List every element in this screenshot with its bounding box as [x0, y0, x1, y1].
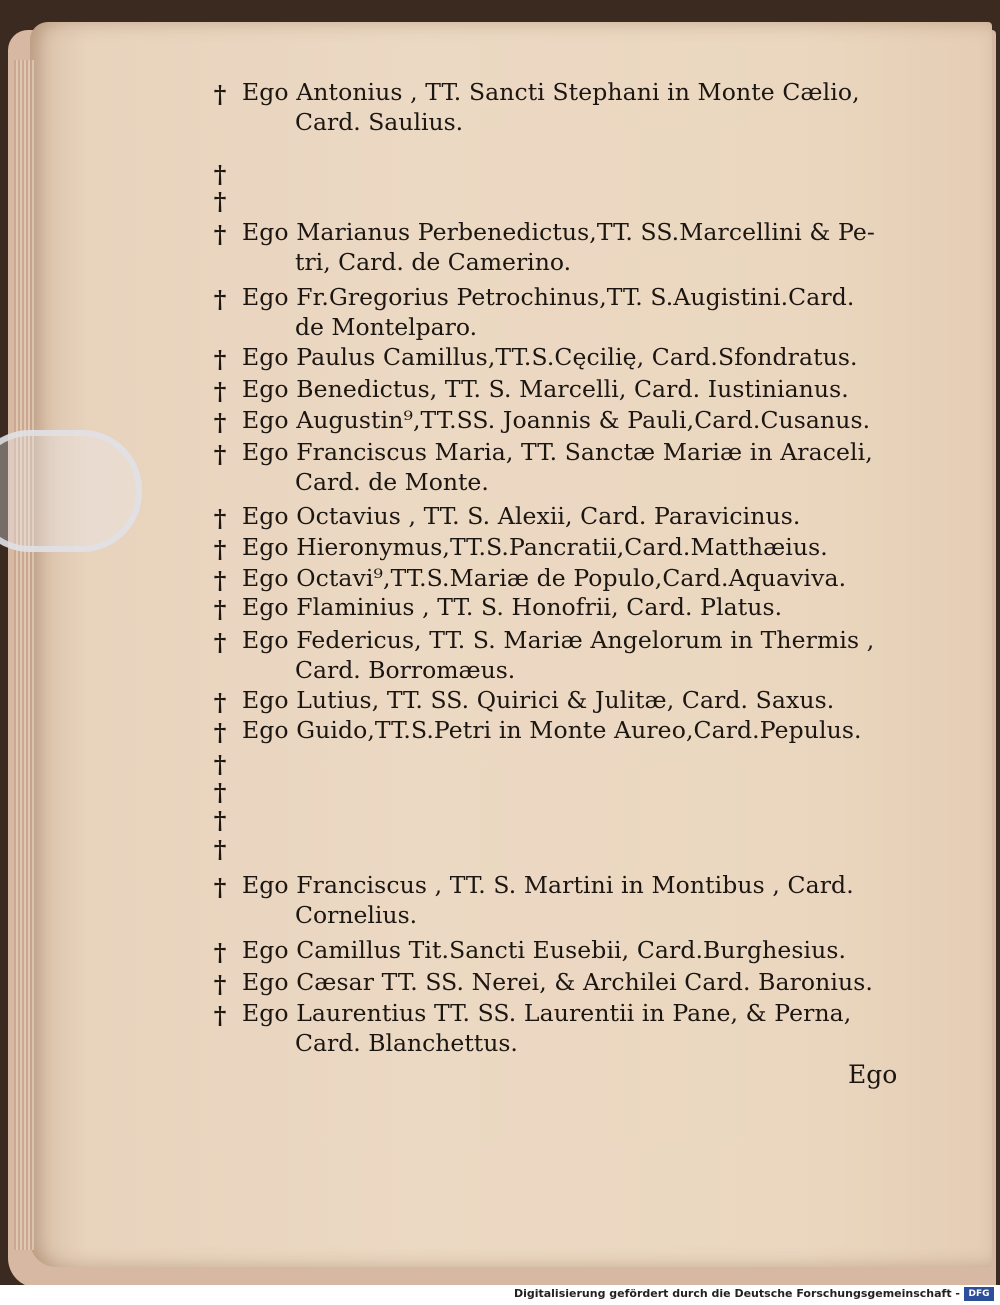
dagger-icon: † — [213, 377, 227, 406]
dagger-icon: † — [213, 688, 227, 717]
signature-line: Ego Benedictus, TT. S. Marcelli, Card. Iustinianus. — [242, 375, 849, 403]
footer-bar — [0, 1285, 1000, 1305]
signature-line: Ego Augustin⁹,TT.SS. Joannis & Pauli,Card.Cusanus. — [242, 406, 871, 434]
dagger-icon: † — [213, 535, 227, 564]
signature-continuation: Card. Blanchettus. — [295, 1029, 518, 1057]
signature-line: Ego Octavi⁹,TT.S.Mariæ de Populo,Card.Aquaviva. — [242, 564, 847, 592]
dagger-icon: † — [213, 806, 227, 835]
signature-line: Ego Antonius , TT. Sancti Stephani in Monte Cælio, — [242, 78, 860, 106]
dagger-icon: † — [213, 628, 227, 657]
funding-notice: Digitalisierung gefördert durch die Deutsche Forschungsgemeinschaft - — [513, 1287, 960, 1300]
dagger-icon: † — [213, 835, 227, 864]
dagger-icon: † — [213, 566, 227, 595]
signature-line: Ego Paulus Camillus,TT.S.Cęcilię, Card.Sfondratus. — [242, 343, 858, 371]
dagger-icon: † — [213, 440, 227, 469]
signature-line: Ego Octavius , TT. S. Alexii, Card. Paravicinus. — [242, 502, 801, 530]
dagger-icon: † — [213, 187, 227, 216]
signature-line: Ego Fr.Gregorius Petrochinus,TT. S.Augistini.Card. — [242, 283, 855, 311]
signature-line: Ego Franciscus Maria, TT. Sanctæ Mariæ in Araceli, — [242, 438, 873, 466]
page-clip — [0, 430, 142, 552]
dagger-icon: † — [213, 938, 227, 967]
dagger-icon: † — [213, 80, 227, 109]
signature-line: Ego Marianus Perbenedictus,TT. SS.Marcellini & Pe- — [242, 218, 875, 246]
signature-continuation: Card. Borromæus. — [295, 656, 516, 684]
dagger-icon: † — [213, 285, 227, 314]
signature-continuation: Card. de Monte. — [295, 468, 489, 496]
signature-line: Ego Laurentius TT. SS. Laurentii in Pane, & Perna, — [242, 999, 852, 1027]
signature-line: Ego Franciscus , TT. S. Martini in Montibus , Card. — [242, 871, 854, 899]
signature-line: Ego Cæsar TT. SS. Nerei, & Archilei Card. Baronius. — [242, 968, 873, 996]
signature-line: Ego Guido,TT.S.Petri in Monte Aureo,Card.Pepulus. — [242, 716, 862, 744]
dagger-icon: † — [213, 345, 227, 374]
dagger-icon: † — [213, 408, 227, 437]
signature-continuation: tri, Card. de Camerino. — [295, 248, 572, 276]
signature-continuation: Cornelius. — [295, 901, 418, 929]
signature-continuation: de Montelparo. — [295, 313, 478, 341]
dagger-icon: † — [213, 220, 227, 249]
dagger-icon: † — [213, 160, 227, 189]
dfg-logo-icon: DFG — [964, 1287, 994, 1301]
dagger-icon: † — [213, 750, 227, 779]
signature-line: Ego Lutius, TT. SS. Quirici & Julitæ, Card. Saxus. — [242, 686, 835, 714]
dagger-icon: † — [213, 718, 227, 747]
signature-line: Ego Federicus, TT. S. Mariæ Angelorum in Thermis , — [242, 626, 875, 654]
catchword: Ego — [848, 1060, 898, 1089]
dagger-icon: † — [213, 873, 227, 902]
dagger-icon: † — [213, 970, 227, 999]
dagger-icon: † — [213, 1001, 227, 1030]
dagger-icon: † — [213, 504, 227, 533]
page-edges — [14, 60, 34, 1250]
signature-line: Ego Hieronymus,TT.S.Pancratii,Card.Matthæius. — [242, 533, 828, 561]
dagger-icon: † — [213, 778, 227, 807]
dagger-icon: † — [213, 595, 227, 624]
signature-continuation: Card. Saulius. — [295, 108, 464, 136]
signature-line: Ego Camillus Tit.Sancti Eusebii, Card.Burghesius. — [242, 936, 847, 964]
signature-line: Ego Flaminius , TT. S. Honofrii, Card. Platus. — [242, 593, 783, 621]
